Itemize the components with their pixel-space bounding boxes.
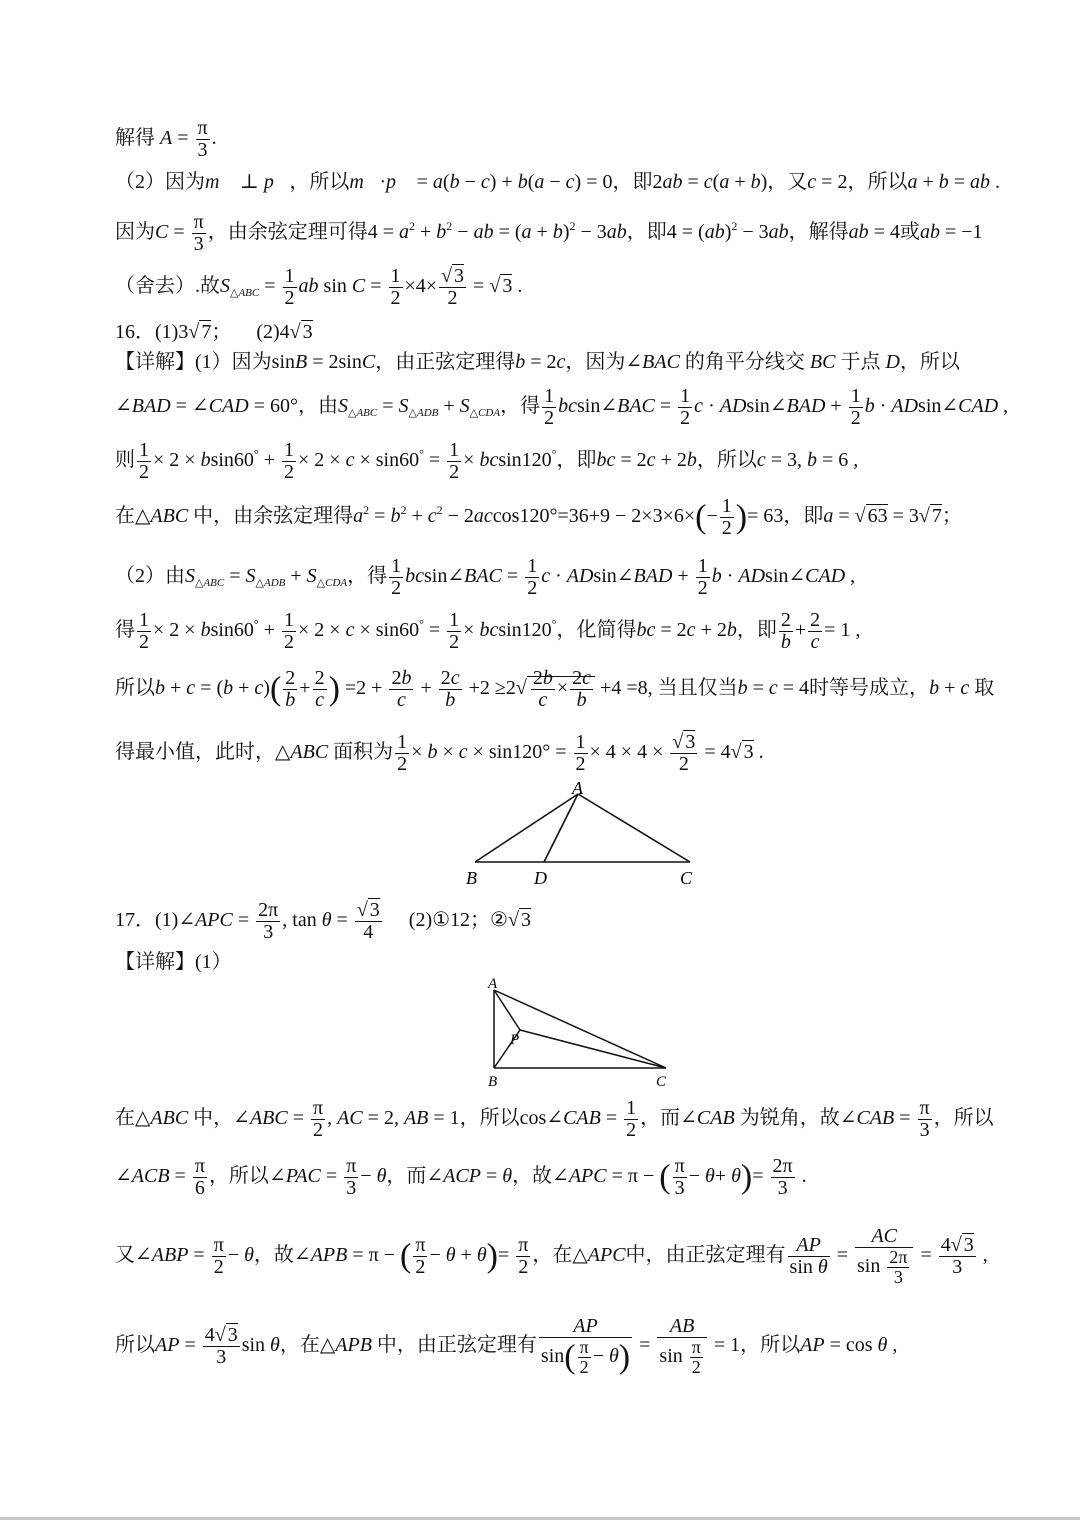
q16-detail-line5: （2）由$S_{\triangle ABC} = S_{\triangle ADB} + S_{\triangle CDA}$，得 $\frac{1}{2}$ bcsin∠BAC = $\frac{1}{2}$ c · ADsin∠BAD + $\frac{1}{2}$ b · ADsin∠CAD , bbox=[115, 555, 856, 599]
label-b: B bbox=[466, 868, 477, 888]
label-c2: C bbox=[656, 1074, 667, 1090]
q16-detail-line6: 得 $\frac{1}{2}$ × 2 × bsin60° + $\frac{1}{2}$ × 2 × c × sin60° = $\frac{1}{2}$ × bcsin120°，化简得bc = 2c + 2b，即 $\frac{2}{b}$ + $\frac{2}{c}$ = 1 , bbox=[115, 609, 861, 653]
segment-ac bbox=[578, 794, 690, 862]
segment-ab bbox=[475, 794, 578, 862]
label-c: C bbox=[680, 868, 693, 888]
text-line-cosine-law: 因为C = $\frac{\pi}{3}$ ，由余弦定理可得$4 = a^2 + b^2$ − ab = $(a + b)^2 - 3ab$，即4 = (ab)$^2$ − 3ab，解得ab = 4或ab = −1 bbox=[115, 211, 983, 255]
q16-detail-line4: 在△ABC 中，由余弦定理得$a^2 = b^2 + c^2 - 2accos120^\circ=36+9 - 2\times 3\times 6\times(-$ $\frac{1}{2}$ )= 63，即a = √ 63 = 3√ 7； bbox=[115, 495, 962, 539]
q16-detail-line3: 则 $\frac{1}{2}$ × 2 × bsin60° + $\frac{1}{2}$ × 2 × c × sin60° = $\frac{1}{2}$ × bcsin120°，即bc = 2c + 2b，所以c = 3, b = 6 , bbox=[115, 439, 859, 483]
text-line-area-result: （舍去）.故$S_{\triangle ABC}$ = $\frac{1}{2}$ ab sin C = $\frac{1}{2}$ ×4× $\frac{√ 3}{2}$ = √ 3 . bbox=[115, 265, 523, 309]
label-b2: B bbox=[488, 1074, 498, 1090]
text-line-solve-A: 解得 A = $\frac{\pi}{3}$ . bbox=[115, 117, 217, 161]
label-a: A bbox=[572, 778, 583, 798]
q16-detail-line2: ∠BAD = ∠CAD = 60°，由$S_{\triangle ABC} = S_{\triangle ADB} + S_{\triangle CDA}$，得 $\frac{1}{2}$ bcsin∠BAC = $\frac{1}{2}$ c · ADsin∠BAD + $\frac{1}{2}$ b · ADsin∠CAD , bbox=[115, 385, 1009, 429]
q16-detail-line1: 【详解】(1）因为sinB = 2sinC，由正弦定理得b = 2c，因为∠BAC 的角平分线交 BC 于点 D，所以 bbox=[115, 351, 960, 373]
text-line-part2-perpendicular: （2）因为m⃗ ⊥ p⃗，所以m⃗·p⃗ = a(b − c) + b(a − c) = 0，即2ab = c(a + b)，又c = 2，所以a + b = ab . bbox=[115, 171, 1001, 193]
label-a2: A bbox=[488, 976, 498, 992]
label-p: P bbox=[510, 1032, 520, 1048]
q17-detail-line3: 又∠ABP = $\frac{\pi}{2}$ − θ，故∠APB = π − ( $\frac{\pi}{2}$ − θ + θ)= $\frac{\pi}{2}$ ，在△APC中，由正弦定理有 $\frac{AP}{\text{sin θ}}$ = AC sin $\frac{2\pi}{3}$ = $\frac{4√ 3}{3}$ , bbox=[115, 1225, 988, 1287]
label-d: D bbox=[534, 868, 547, 888]
q17-answer-header: 17．(1)∠APC = $\frac{2\pi}{3}$ , tan θ = $\frac{√ 3}{4}$ (2)①12；②√ 3 bbox=[115, 899, 531, 943]
q17-detail-line1: 在△ABC 中，∠ABC = $\frac{\pi}{2}$ , AC = 2, AB = 1，所以cos∠CAB = $\frac{1}{2}$ ，而∠CAB 为锐角，故∠CAB = $\frac{\pi}{3}$ ，所以 bbox=[115, 1097, 994, 1141]
q17-detail-line4: 所以AP = $\frac{4√ 3}{3}$ sin θ，在△APB 中，由正弦定理有 AP sin( $\frac{\pi}{2}$ − θ) = AB sin $\frac{\pi}{2}$ = 1，所以AP = cos θ , bbox=[115, 1315, 898, 1377]
triangle-apc-diagram bbox=[484, 972, 684, 1092]
triangle-abd-diagram bbox=[460, 776, 710, 892]
q17-detail-label: 【详解】(1） bbox=[115, 951, 232, 973]
q16-detail-line8: 得最小值，此时，△ABC 面积为 $\frac{1}{2}$ × b × c × sin120° = $\frac{1}{2}$ × 4 × 4 × $\frac{√ 3}{2}$ = 4√ 3 . bbox=[115, 731, 764, 775]
q16-detail-line7: 所以b + c = (b + c)( $\frac{2}{b}$ + $\frac{2}{c}$ ) =2 + $\frac{2b}{c}$ + $\frac{2c}{b}$ +2 ≥2√ $\frac{2b}{c}$ × $\frac{2c}{b}$ +4 =8, 当且仅当b = c = 4时等号成立，b + c 取 bbox=[115, 667, 995, 711]
q17-detail-line2: ∠ACB = $\frac{\pi}{6}$ ，所以∠PAC = $\frac{\pi}{3}$ − θ，而∠ACP = θ，故∠APC = π − ( $\frac{\pi}{3}$ − θ+ θ)= $\frac{2\pi}{3}$ . bbox=[115, 1155, 807, 1199]
segment-ad bbox=[544, 794, 578, 862]
q16-answer-header: 16．(1)3√ 7； (2)4√ 3 bbox=[115, 321, 313, 343]
